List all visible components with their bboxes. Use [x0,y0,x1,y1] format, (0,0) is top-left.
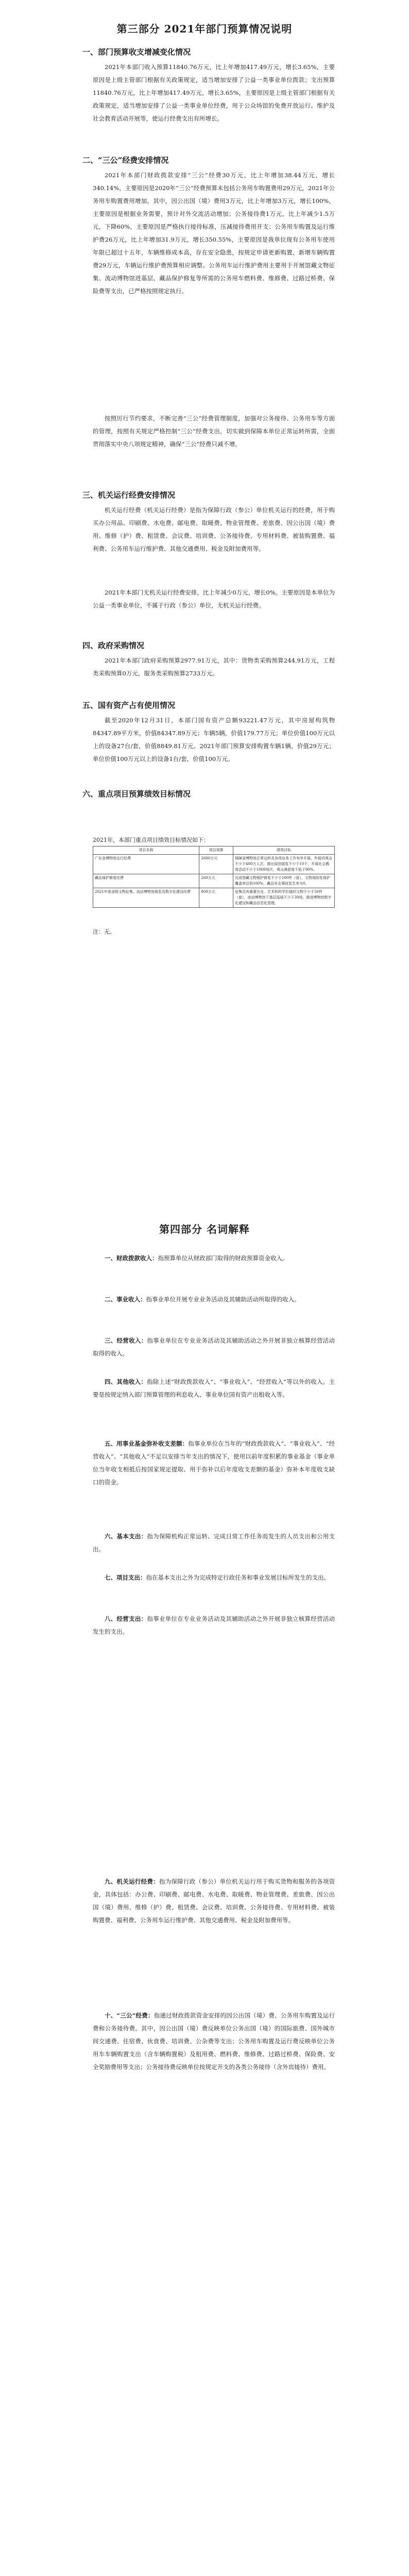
table-cell: 完成馆藏文物保护修复不少于100件（套），文物预防性保护覆盖率达到100%，藏品安全事故发生率为0。 [233,874,335,888]
term-text: 指事业单位开展专业业务活动及其辅助活动所取得的收入。 [146,1296,300,1303]
table-row [93,855,335,874]
term-item [93,1252,335,1265]
term-text: 指通过财政拨款资金安排的因公出国（境）费、公务用车购置及运行费和公务接待费。其中，因公出国（境）费反映单位公务出国（境）的国际旅费、国外城市间交通费、住宿费、伙食费、培训费、公杂费等支出；公务用车购置及运行费反映单位公务用车车辆购置支出（含车辆购置税）及租用费、燃料费、维修费、过路过桥费、保险费、安全奖励费用等支出；公务接待费反映单位按规定开支的各类公务接待（含外宾接待）费用。 [93,2012,335,2071]
part3-title: 第三部分 2021年部门预算情况说明 [116,23,293,35]
table-cell: 广东省博物馆运行经费 [93,855,199,874]
term-label: 三、经营收入： [105,1337,147,1344]
term-text: 指事业单位在当年的“财政拨款收入”、“事业收入”、“经营收入”、“其他收入”不足以安排当年支出的情况下，使用以前年度积累的事业基金（事业单位当年收支相抵后按国家规定提取、用于弥补以后年度收支差额的基金）弥补本年度收支缺口的资金。 [93,1440,335,1486]
s5-heading: 五、国有资产占有使用情况 [82,701,176,710]
s1-paragraph: 2021年本部门收入预算11840.76万元，比上年增加417.49万元，增长3.65%，主要原因是上级主管部门根据有关政策规定，适当增加安排了公益一类事业单位拨款；支出预算11840.76万元，比上年增加417.49万元，增长3.65%，主要原因是上级主管部门根据有关政策规定，适当增加安排了公益一类事业单位经费，用于公众场馆的免费开放运行、维护及社会教育活动开展等，使运行经费支出有所增长。 [93,63,335,122]
term-text: 指为保障行政（参公）单位机关运行用于购买货物和服务的各项资金，具体包括：办公费、印刷费、邮电费、水电费、取暖费、物业管理费、差旅费、因公出国（境）费用、维修（护）费、租赁费、会议费、培训费、公务接待费、专用材料费、被装购置费、福利费、公务用车运行维护费、其他交通费用、税金及附加费用等。 [93,1878,335,1924]
term-item [93,1334,335,1360]
part4-title: 第四部分 名词解释 [159,1223,250,1235]
term-label: 六、基本支出： [105,1533,147,1540]
term-item [93,1530,335,1556]
term-label: 二、事业收入： [105,1296,146,1303]
term-text: 指为保障机构正常运转、完成日常工作任务而发生的人员支出和公用支出。 [93,1533,335,1553]
table-cell: 保障省博物馆正常运转及各项业务工作有序开展，年接待观众不少于400万人次，推出原创展览不少于10个，开展社会教育活动不少于1000场次，观众满意度不低于90%。 [233,855,335,874]
term-label: 十、“三公”经费： [105,2012,154,2019]
term-item [93,1293,335,1306]
term-label: 四、其他收入： [105,1378,147,1385]
s2-heading: 二、“三公”经费安排情况 [82,156,169,165]
table-cell: 征集具有重要历史、艺术和科学价值的文物不少于50件（套），流动博物馆下基层巡展不少于30场，推进博物馆数字化建设和藏品信息化管理。 [233,888,335,908]
table-cell: 藏品保护修复经费 [93,874,199,888]
s1-heading: 一、部门预算收支增减变化情况 [82,47,191,57]
s2-paragraph-2: 按照厉行节约要求，不断完善“三公”经费管理制度，加强对公务接待、公务用车等方面的管理，按照有关规定严格控制“三公”经费支出，切实做到保障本单位正常运转所需，全面贯彻落实中央八项规定精神，确保“三公”经费只减不增。 [93,415,335,448]
term-item [93,2009,335,2074]
term-item [93,1613,335,1638]
table-header: 绩效目标 [233,846,335,855]
term-label: 五、用事业基金弥补收支差额： [105,1440,189,1447]
performance-table [93,846,335,908]
s3-paragraph-1: 机关运行经费（机关运行经费）是指为保障行政（参公）单位机关运行的经费，用于购买办公用品、印刷费、水电费、邮电费、取暖费、物业管理费、差旅费、因公出国（境）费用、维修（护）费、租赁费、会议费、培训费、公务接待费、专用材料费、被装购置费、福利费、公务用车运行维护费、其他交通费用、税金及附加费用等。 [93,506,335,552]
term-text: 指事业单位在专业业务活动及其辅助活动之外开展非独立核算经营活动取得的收入。 [93,1337,335,1357]
term-item [93,1376,335,1401]
table-row [93,874,335,888]
table-header-row [93,846,335,855]
term-label: 一、财政拨款收入： [105,1255,158,1262]
term-text: 指除上述“财政拨款收入”、“事业收入”、“经营收入”等以外的收入。主要是按规定纳入部门预算管理的利息收入、事业单位国有资产出租收入等。 [93,1378,335,1398]
term-text: 指预算单位从财政部门取得的财政预算资金收入。 [158,1255,288,1262]
s3-heading: 三、机关运行经费安排情况 [82,490,176,500]
term-text: 指在基本支出之外为完成特定行政任务和事业发展目标所发生的支出。 [146,1574,330,1581]
s5-paragraph: 截至2020年12月31日，本部门国有资产总额93221.47万元，其中房屋构筑物84347.89平方米，价值84347.89万元；车辆5辆，价值179.77万元；单位价值100万元以上的设备27台/套，价值8849.81万元。2021年部门预算安排购置车辆1辆，价值29万元；单位价值100万元以上的设备1台/套，价值100万元。 [93,717,335,762]
term-item [93,1437,335,1489]
term-label: 八、经营支出： [105,1615,147,1622]
s4-paragraph: 2021年本部门政府采购预算2977.91万元，其中：货物类采购预算244.91万元，工程类采购预算0万元，服务类采购预算2733万元。 [93,657,335,677]
s3-paragraph-2: 2021年本部门无机关运行经费安排，比上年减少0万元，增长0%。主要原因是本单位为公益一类事业单位，不属于行政（参公）单位，无机关运行经费。 [93,589,335,609]
table-cell: 260万元 [199,874,233,888]
term-item [93,1875,335,1927]
term-item [93,1571,335,1584]
table-cell: 800万元 [199,888,233,908]
table-header: 项目名称 [93,846,199,855]
s4-heading: 四、政府采购情况 [82,641,145,650]
term-label: 九、机关运行经费： [105,1878,159,1885]
s6-heading: 六、重点项目预算绩效目标情况 [82,789,191,799]
table-cell: 2021年度省级文物征集、流动博物馆展览及数字化建设经费 [93,888,199,908]
table-intro: 2021年，本部门重点项目绩效目标情况如下： [93,837,209,843]
table-header: 项目预算 [199,846,233,855]
table-note: 注：无。 [93,928,115,935]
table-cell: 2600万元 [199,855,233,874]
term-label: 七、项目支出： [105,1574,146,1581]
term-text: 指事业单位在专业业务活动及其辅助活动之外开展非独立核算经营活动发生的支出。 [93,1615,335,1635]
table-row [93,888,335,908]
s2-paragraph-1: 2021年本部门财政拨款安排“三公”经费30万元，比上年增加38.44万元，增长340.14%，主要原因是2020年“三公”经费预算未包括公务用车购置费用29万元，2021年公务用车购置费用增加。其中，因公出国（境）费用3万元，比上年增加3万元，增长100%，主要原因是根据业务需要，预计对外交流活动增加；公务接待费1万元，比上年减少1.5万元，下降60%，主要原因是严格执行接待标准，压减接待费用开支；公务用车购置及运行维护费26万元，比上年增加31.9万元，增长350.55%，主要原因是我单位现有公务用车使用年限已超过十五年，车辆维修成本高，存在安全隐患，按规定申请更新购置，新增车辆购置费29万元，车辆运行维护费预算相应调整。公务用车运行维护费用主要用于开展馆藏文物征集、流动博物馆进基层、藏品保护修复等所需的公务用车燃料费、维修费、过路过桥费、保险费等支出，已严格按照规定执行。 [93,172,335,295]
